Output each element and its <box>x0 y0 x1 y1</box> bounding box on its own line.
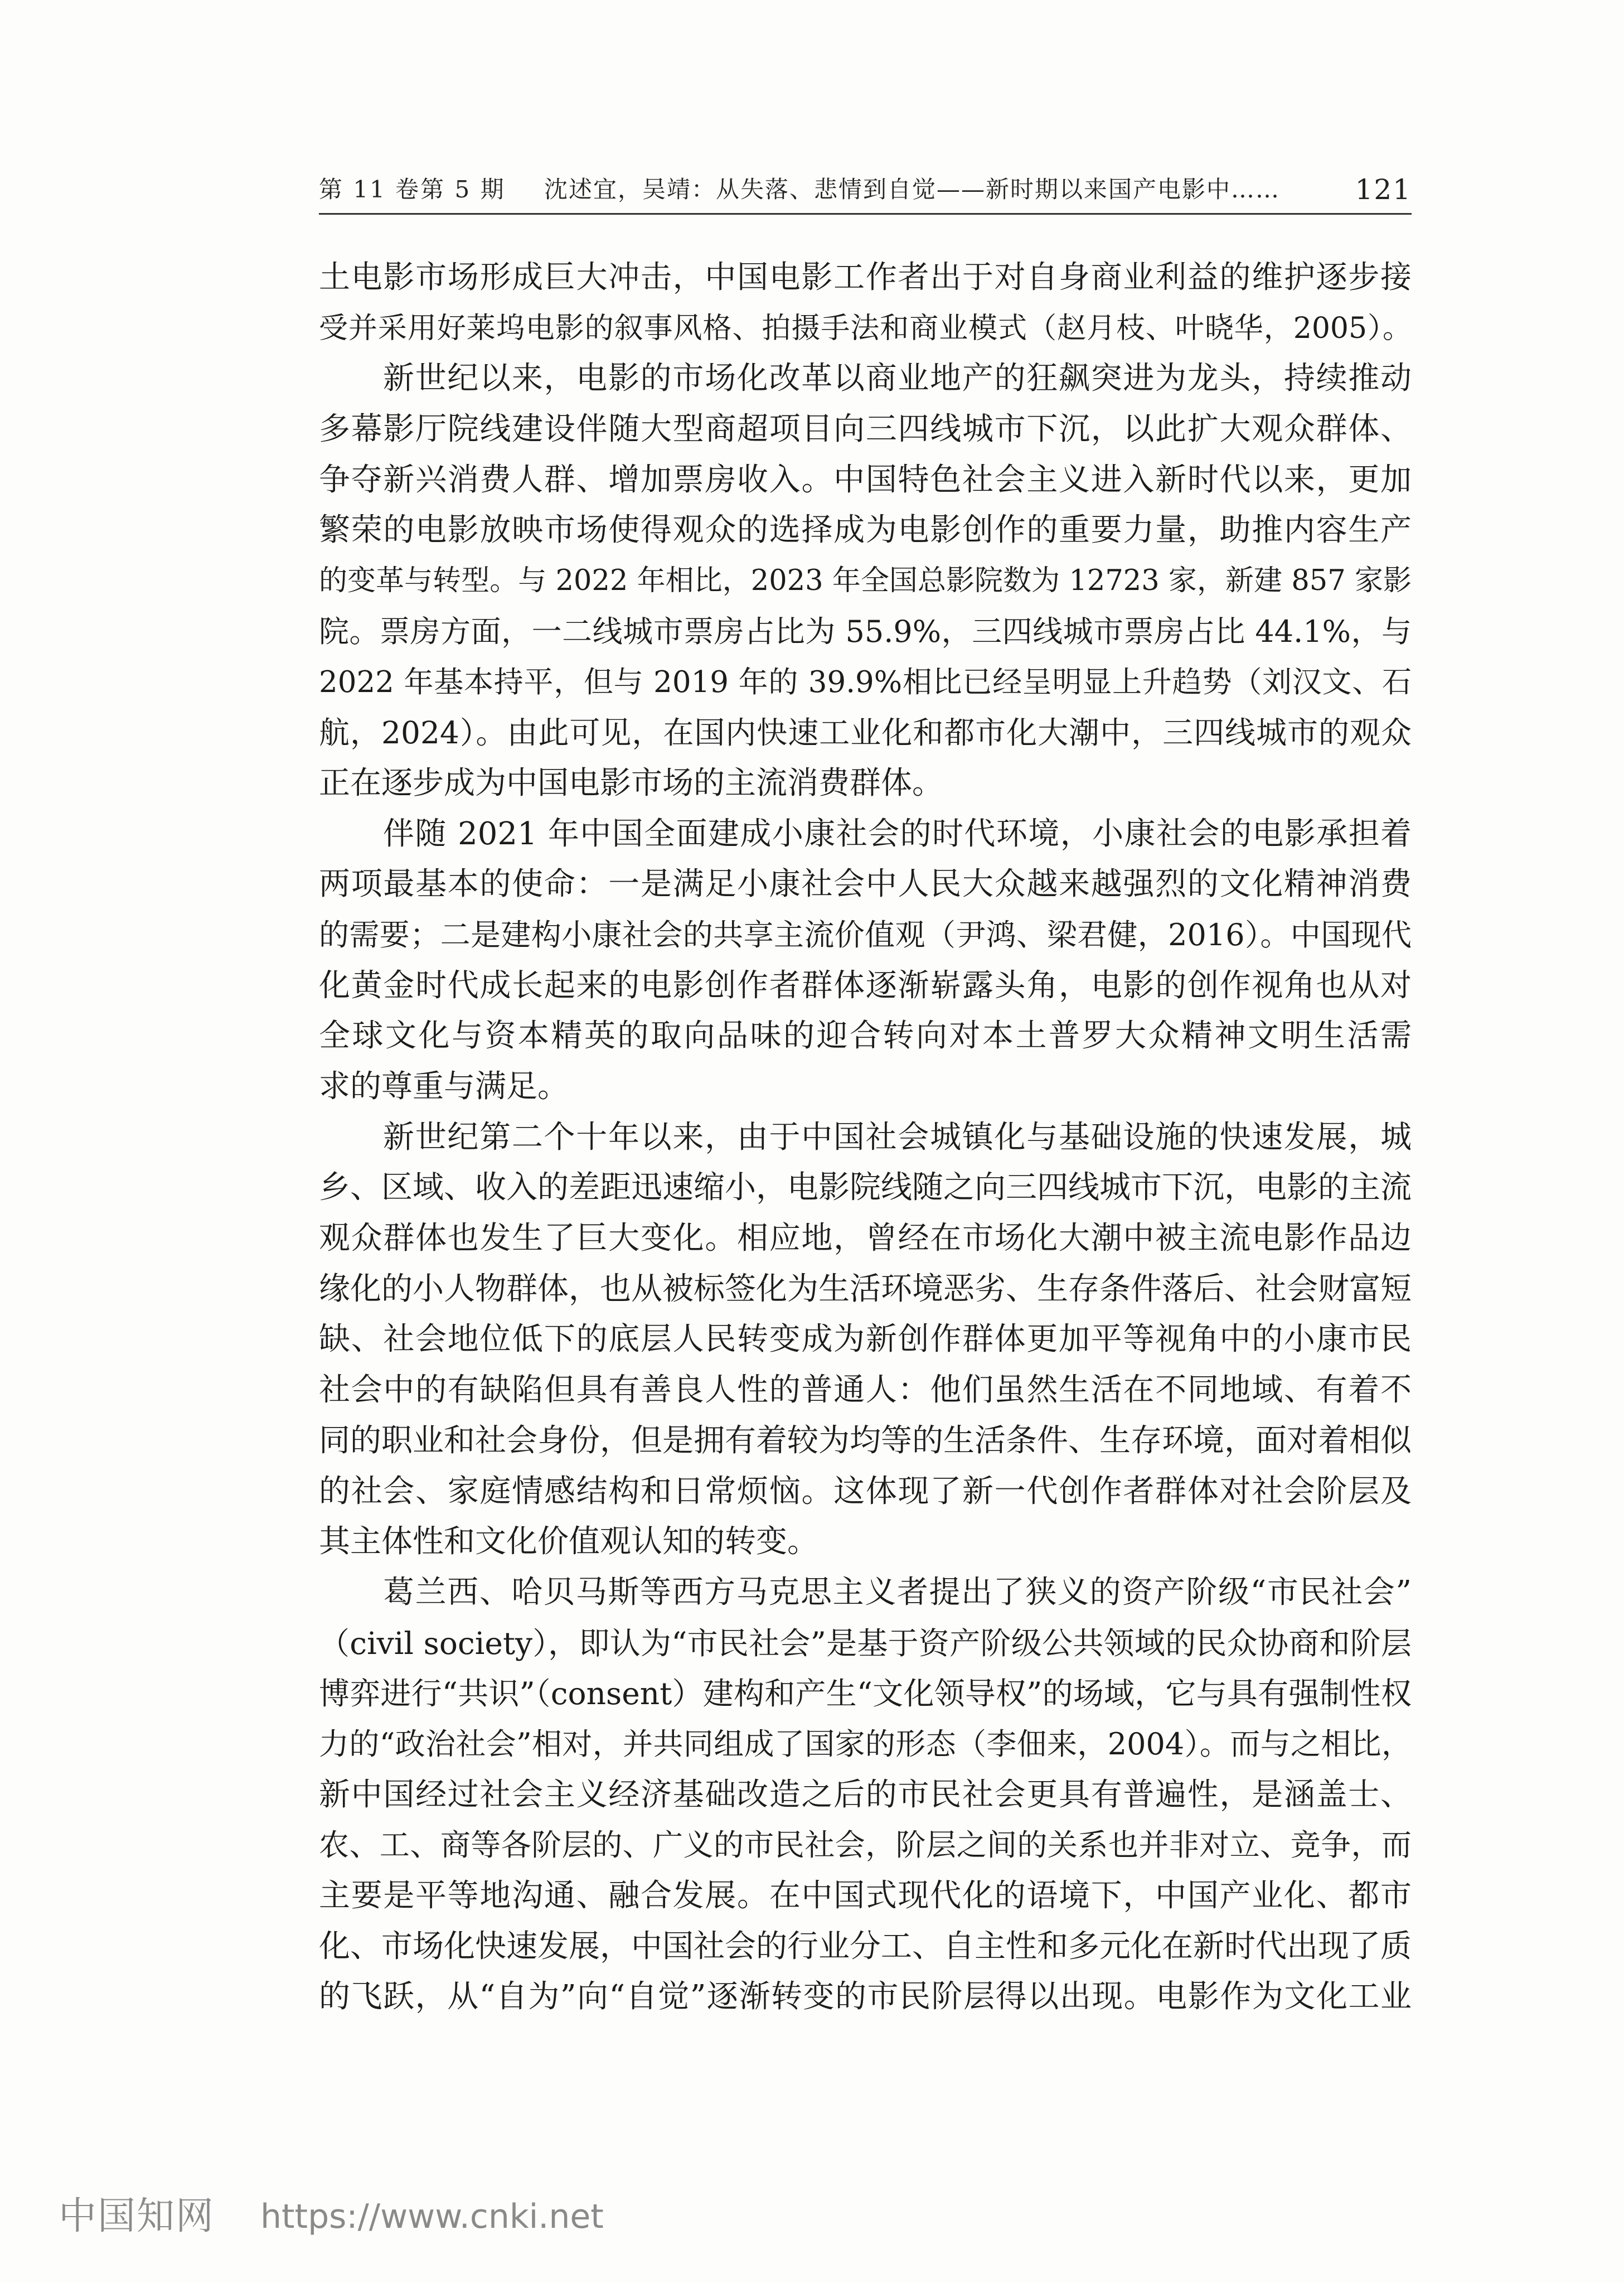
body-line: 的变革与转型。与 2022 年相比，2023 年全国总影院数为 12723 家，新建 857 家影 <box>319 564 1412 598</box>
body-line: 两项最基本的使命：一是满足小康社会中人民大众越来越强烈的文化精神消费 <box>319 866 1412 903</box>
paragraph-5 <box>319 1568 1412 2023</box>
body-line: 多幕影厅院线建设伴随大型商超项目向三四线城市下沉，以此扩大观众群体、 <box>319 411 1412 448</box>
body-line: 2022 年基本持平，但与 2019 年的 39.9%相比已经呈明显上升趋势（刘汉文、石 <box>319 665 1412 699</box>
paragraph-4 <box>319 1113 1412 1568</box>
body-line: 化黄金时代成长起来的电影创作者群体逐渐崭露头角，电影的创作视角也从对 <box>319 967 1412 1004</box>
body-line: 正在逐步成为中国电影市场的主流消费群体。 <box>319 765 943 801</box>
body-line: 新世纪以来，电影的市场化改革以商业地产的狂飙突进为龙头，持续推动 <box>383 360 1412 397</box>
body-line: 社会中的有缺陷但具有善良人性的普通人：他们虽然生活在不同地域、有着不 <box>319 1372 1412 1409</box>
body-line: 全球文化与资本精英的取向品味的迎合转向对本土普罗大众精神文明生活需 <box>319 1018 1412 1055</box>
header-running-title: 沈述宜，吴靖：从失落、悲情到自觉——新时期以来国产电影中…… <box>544 176 1281 203</box>
header-page-number: 121 <box>1355 173 1412 206</box>
body-text <box>319 253 1412 2023</box>
body-line: 力的“政治社会”相对，并共同组成了国家的形态（李佃来，2004）。而与之相比， <box>319 1726 1412 1762</box>
paragraph-1 <box>319 253 1412 354</box>
body-line: 的社会、家庭情感结构和日常烦恼。这体现了新一代创作者群体对社会阶层及 <box>319 1473 1412 1510</box>
body-line: 受并采用好莱坞电影的叙事风格、拍摄手法和商业模式（赵月枝、叶晓华，2005）。 <box>319 311 1412 345</box>
body-line: 化、市场化快速发展，中国社会的行业分工、自主性和多元化在新时代出现了质 <box>319 1928 1412 1965</box>
body-line: 乡、区域、收入的差距迅速缩小，电影院线随之向三四线城市下沉，电影的主流 <box>319 1169 1412 1206</box>
body-line: 其主体性和文化价值观认知的转变。 <box>319 1523 818 1560</box>
body-line: 同的职业和社会身份，但是拥有着较为均等的生活条件、生存环境，面对着相似 <box>319 1422 1412 1459</box>
body-line: 争夺新兴消费人群、增加票房收入。中国特色社会主义进入新时代以来，更加 <box>319 461 1412 498</box>
cnki-watermark-logo: 中国知网 <box>59 2194 215 2238</box>
body-line: 的飞跃，从“自为”向“自觉”逐渐转变的市民阶层得以出现。电影作为文化工业 <box>319 1979 1412 2015</box>
body-line: 土电影市场形成巨大冲击，中国电影工作者出于对自身商业利益的维护逐步接 <box>319 259 1412 296</box>
header-volume-issue: 第 11 卷第 5 期 <box>319 176 506 203</box>
body-line: （civil society），即认为“市民社会”是基于资产阶级公共领域的民众协商和阶层 <box>319 1625 1412 1661</box>
body-line: 主要是平等地沟通、融合发展。在中国式现代化的语境下，中国产业化、都市 <box>319 1878 1412 1914</box>
body-line: 伴随 2021 年中国全面建成小康社会的时代环境，小康社会的电影承担着 <box>383 815 1412 852</box>
body-line: 缘化的小人物群体，也从被标签化为生活环境恶劣、生存条件落后、社会财富短 <box>319 1270 1412 1307</box>
paragraph-2 <box>319 354 1412 809</box>
cnki-watermark-url: https://www.cnki.net <box>260 2197 604 2236</box>
body-line: 新世纪第二个十年以来，由于中国社会城镇化与基础设施的快速发展，城 <box>383 1119 1412 1155</box>
body-line: 葛兰西、哈贝马斯等西方马克思主义者提出了狭义的资产阶级“市民社会” <box>383 1574 1412 1610</box>
body-line: 的需要；二是建构小康社会的共享主流价值观（尹鸿、梁君健，2016）。中国现代 <box>319 917 1412 952</box>
body-line: 院。票房方面，一二线城市票房占比为 55.9%，三四线城市票房占比 44.1%，与 <box>319 613 1412 649</box>
body-line: 博弈进行“共识”（consent）建构和产生“文化领导权”的场域，它与具有强制性权 <box>319 1676 1412 1712</box>
body-line: 繁荣的电影放映市场使得观众的选择成为电影创作的重要力量，助推内容生产 <box>319 512 1412 549</box>
body-line: 航，2024）。由此可见，在国内快速工业化和都市化大潮中，三四线城市的观众 <box>319 715 1412 751</box>
body-line: 新中国经过社会主义经济基础改造之后的市民社会更具有普遍性，是涵盖士、 <box>319 1776 1412 1813</box>
body-line: 求的尊重与满足。 <box>319 1068 569 1105</box>
body-line: 缺、社会地位低下的底层人民转变成为新创作群体更加平等视角中的小康市民 <box>319 1321 1412 1358</box>
paragraph-3 <box>319 809 1412 1113</box>
body-line: 观众群体也发生了巨大变化。相应地，曾经在市场化大潮中被主流电影作品边 <box>319 1220 1412 1257</box>
body-line: 农、工、商等各阶层的、广义的市民社会，阶层之间的关系也并非对立、竞争，而 <box>319 1827 1412 1863</box>
header-rule <box>319 213 1412 215</box>
